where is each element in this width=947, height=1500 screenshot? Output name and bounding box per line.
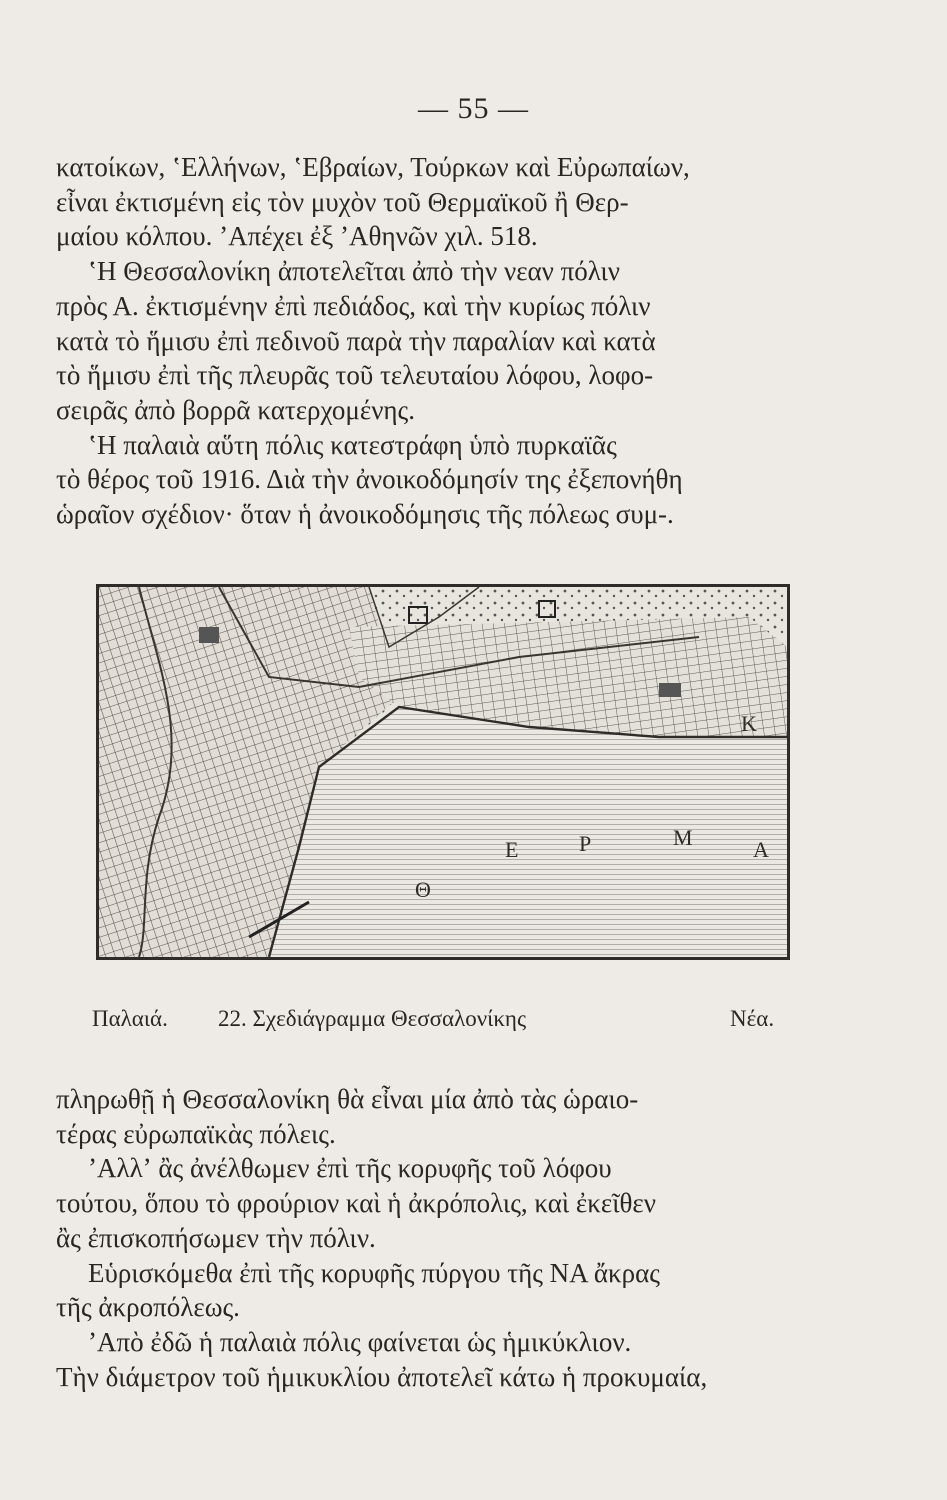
text-line: κατὰ τὸ ἥμισυ ἐπὶ πεδινοῦ παρὰ τὴν παραλίαν καὶ κατὰ (56, 325, 656, 356)
paragraph-top (56, 150, 796, 532)
text-line: τούτου, ὅπου τὸ φρούριον καὶ ἡ ἀκρόπολις, καὶ ἐκεῖθεν (56, 1188, 656, 1219)
text-line: τῆς ἀκροπόλεως. (56, 1292, 240, 1323)
text-line: ʼΑλλʼ ἂς ἀνέλθωμεν ἐπὶ τῆς κορυφῆς τοῦ λόφου (88, 1153, 612, 1184)
text-line: κατοίκων, ʽΕλλήνων, ʽΕβραίων, Τούρκων καὶ Εὐρωπαίων, (56, 152, 690, 182)
text-line: Εὑρισκόμεθα ἐπὶ τῆς κορυφῆς πύργου τῆς ΝΑ ἄκρας (88, 1257, 660, 1288)
text-line: πληρωθῇ ἡ Θεσσαλονίκη θὰ εἶναι μία ἀπὸ τὰς ὡραιο- (56, 1084, 639, 1114)
text-line: σειρᾶς ἀπὸ βορρᾶ κατερχομένης. (56, 394, 415, 425)
page-number: — 55 — (418, 92, 529, 125)
caption-title: 22. Σχεδιάγραμμα Θεσσαλονίκης (218, 1006, 527, 1031)
text-line: ἂς ἐπισκοπήσωμεν τὴν πόλιν. (56, 1222, 376, 1253)
text-line: ʽΗ Θεσσαλονίκη ἀποτελεῖται ἀπὸ τὴν νεαν πόλιν (88, 256, 621, 287)
text-line: πρὸς Α. ἐκτισμένην ἐπὶ πεδιάδος, καὶ τὴν κυρίως πόλιν (56, 290, 651, 321)
text-line: ὡραῖον σχέδιον· ὅταν ἡ ἀνοικοδόμησις τῆς πόλεως συμ-. (56, 499, 674, 530)
city-map-figure (96, 584, 790, 960)
caption-old-city: Παλαιά. (92, 1006, 168, 1031)
text-line: τὸ θέρος τοῦ 1916. Διὰ τὴν ἀνοικοδόμησίν της ἐξεπονήθη (56, 464, 683, 495)
bay-letter: Θ (415, 877, 431, 902)
caption-new-city: Νέα. (730, 1006, 775, 1031)
bay-letter: Α (753, 837, 769, 862)
map-corner-letter: Κ (741, 711, 757, 736)
text-line: εἶναι ἐκτισμένη εἰς τὸν μυχὸν τοῦ Θερμαϊκοῦ ἢ Θερ- (56, 186, 629, 217)
paragraph-bottom (56, 1082, 796, 1394)
text-line: μαίου κόλπου. ʼΑπέχει ἐξ ʼΑθηνῶν χιλ. 518. (56, 221, 538, 252)
text-line: Τὴν διάμετρον τοῦ ἡμικυκλίου ἀποτελεῖ κάτω ἡ προκυμαία, (56, 1361, 708, 1392)
text-line: τὸ ἥμισυ ἐπὶ τῆς πλευρᾶς τοῦ τελευταίου λόφου, λοφο- (56, 360, 654, 391)
figure-caption (0, 1006, 947, 1036)
bay-letter: Μ (673, 825, 693, 850)
bay-letter: Ε (505, 837, 519, 862)
city-map-illustration (99, 587, 787, 957)
text-line: τέρας εὐρωπαϊκὰς πόλεις. (56, 1118, 336, 1149)
text-line: ʼΑπὸ ἐδῶ ἡ παλαιὰ πόλις φαίνεται ὡς ἡμικύκλιον. (88, 1326, 632, 1357)
bay-letter: Ρ (579, 831, 592, 856)
text-line: ʽΗ παλαιὰ αὕτη πόλις κατεστράφη ὑπὸ πυρκαϊᾶς (88, 429, 617, 460)
